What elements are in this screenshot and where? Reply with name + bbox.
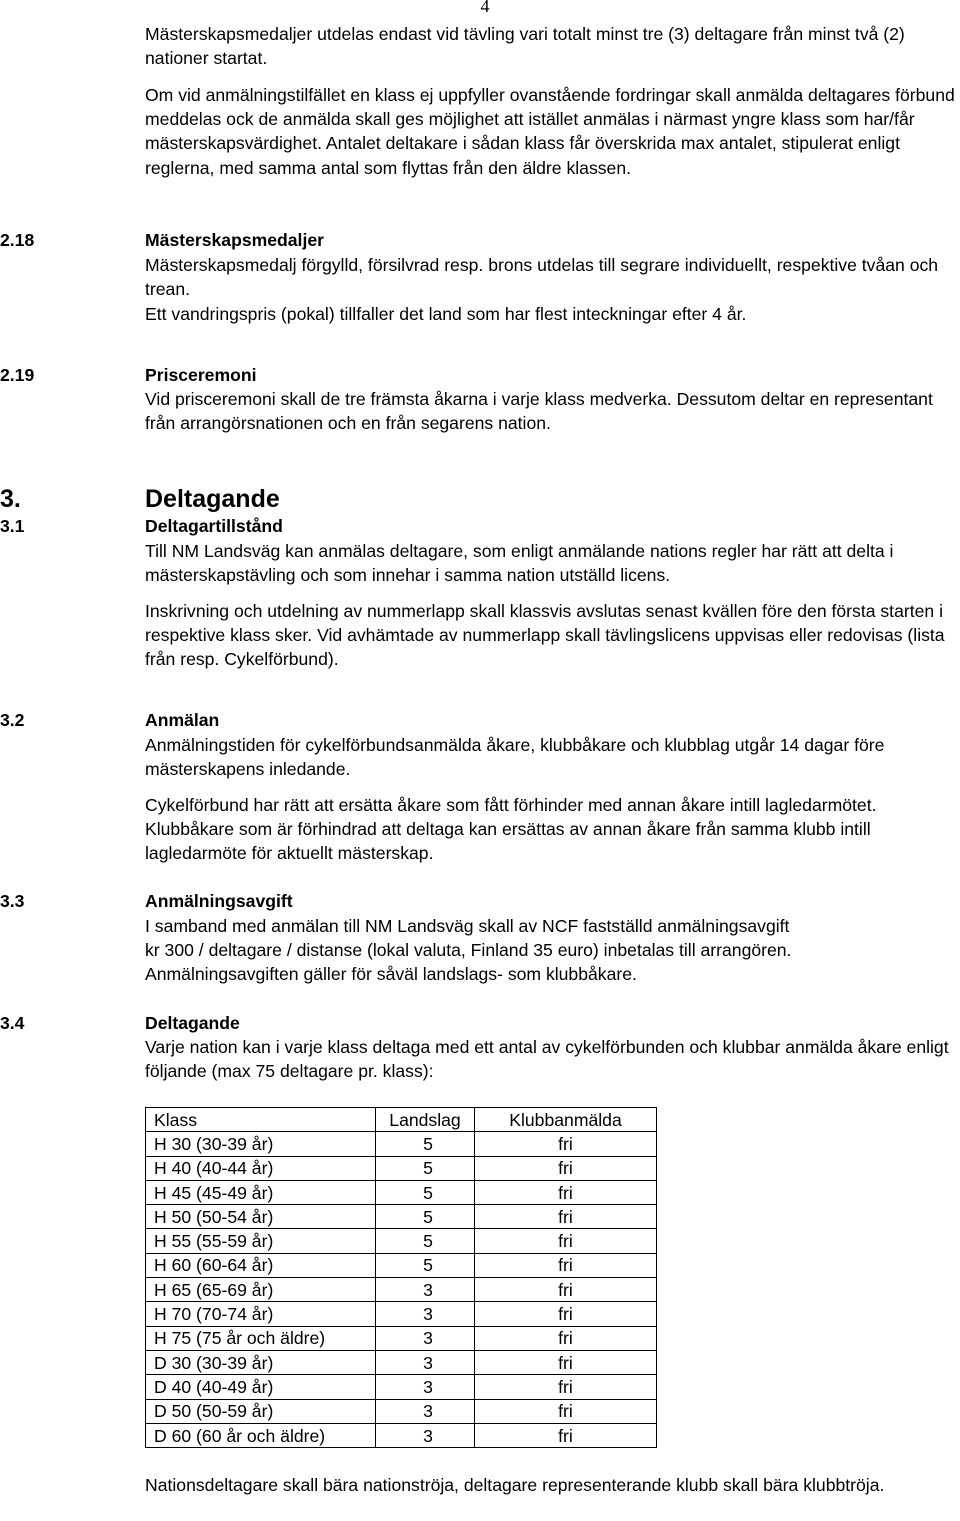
section-3-3-number: 3.3 (0, 891, 25, 911)
table-row (146, 1302, 657, 1326)
intro-paragraph-1: Mästerskapsmedaljer utdelas endast vid tävling vari totalt minst tre (3) deltagare från minst två (2) nationer startat. (145, 24, 905, 69)
section-2-19-paragraph-1: Vid prisceremoni skall de tre främsta åkarna i varje klass medverka. Dessutom deltar en representant från arrangörsnationen och en från segarens nation. (145, 389, 933, 434)
table-row (146, 1229, 657, 1253)
table-cell-class: D 30 (30-39 år) (146, 1350, 376, 1374)
table-cell-class: H 50 (50-54 år) (146, 1205, 376, 1229)
section-3-2-paragraph-1: Anmälningstiden för cykelförbundsanmälda åkare, klubbåkare och klubblag utgår 14 dagar före mästerskapens inledande. (145, 735, 885, 780)
table-cell-national-team: 5 (376, 1253, 475, 1277)
table-cell-class: H 60 (60-64 år) (146, 1253, 376, 1277)
table-row (146, 1399, 657, 1423)
table-cell-club-entries: fri (475, 1156, 657, 1180)
participant-quota-table (145, 1107, 657, 1448)
table-cell-class: H 55 (55-59 år) (146, 1229, 376, 1253)
table-cell-class: D 60 (60 år och äldre) (146, 1423, 376, 1447)
section-3-2-paragraph-2: Cykelförbund har rätt att ersätta åkare som fått förhinder med annan åkare intill lagledarmötet. Klubbåkare som är förhindrad att deltaga kan ersättas av annan åkare från samma klubb intill lagledarmöte för aktuellt mästerskap. (145, 795, 877, 864)
section-3-1-paragraph-1: Till NM Landsväg kan anmälas deltagare, som enligt anmälande nations regler har rätt att delta i mästerskapstävling och som innehar i samma nation utställd licens. (145, 541, 894, 586)
table-row (146, 1278, 657, 1302)
table-cell-national-team: 5 (376, 1229, 475, 1253)
table-cell-class: H 30 (30-39 år) (146, 1132, 376, 1156)
table-row (146, 1205, 657, 1229)
table-header-cell: Klass (146, 1108, 376, 1132)
table-cell-club-entries: fri (475, 1399, 657, 1423)
table-cell-club-entries: fri (475, 1375, 657, 1399)
table-cell-club-entries: fri (475, 1326, 657, 1350)
table-row (146, 1350, 657, 1374)
table-cell-national-team: 5 (376, 1132, 475, 1156)
table-cell-national-team: 5 (376, 1156, 475, 1180)
table-cell-club-entries: fri (475, 1180, 657, 1204)
section-2-18-paragraph-2: Ett vandringspris (pokal) tillfaller det land som har flest inteckningar efter 4 år. (145, 304, 747, 324)
table-cell-national-team: 3 (376, 1326, 475, 1350)
table-cell-national-team: 3 (376, 1375, 475, 1399)
table-cell-class: D 50 (50-59 år) (146, 1399, 376, 1423)
table-cell-club-entries: fri (475, 1132, 657, 1156)
section-3-2-number: 3.2 (0, 710, 25, 730)
section-2-19-number: 2.19 (0, 365, 35, 385)
section-2-18-paragraph-1: Mästerskapsmedalj förgylld, försilvrad resp. brons utdelas till segrare individuellt, respektive tvåan och trean. (145, 255, 939, 300)
table-cell-club-entries: fri (475, 1350, 657, 1374)
table-header-row (146, 1108, 657, 1132)
table-row (146, 1375, 657, 1399)
intro-paragraph-2: Om vid anmälningstilfället en klass ej uppfyller ovanstående fordringar skall anmälda deltagares förbund meddelas ock de anmälda skall ges möjlighet att istället anmälas i närmast yngre klass som har/får mästerskapsvärdighet. Antalet deltakare i sådan klass får överskrida max antalet, stipulerat enligt reglerna, med samma antal som flyttas från den äldre klassen. (145, 85, 955, 178)
table-cell-national-team: 5 (376, 1180, 475, 1204)
page-number: 4 (480, 0, 490, 16)
section-3-4-footer: Nationsdeltagare skall bära nationströja, deltagare representerande klubb skall bära klubbtröja. (145, 1475, 885, 1495)
table-cell-club-entries: fri (475, 1278, 657, 1302)
section-2-19-title: Prisceremoni (145, 365, 257, 385)
table-cell-national-team: 3 (376, 1399, 475, 1423)
table-row (146, 1423, 657, 1447)
table-cell-national-team: 3 (376, 1423, 475, 1447)
section-3-3-line-3: Anmälningsavgiften gäller för såväl landslags- som klubbåkare. (145, 964, 637, 984)
section-3-3-title: Anmälningsavgift (145, 891, 293, 911)
section-3-4-number: 3.4 (0, 1013, 25, 1033)
table-cell-club-entries: fri (475, 1253, 657, 1277)
table-row (146, 1156, 657, 1180)
section-3-1-paragraph-2: Inskrivning och utdelning av nummerlapp skall klassvis avslutas senast kvällen före den första starten i respektive klass sker. Vid avhämtade av nummerlapp skall tävlingslicens uppvisas eller redovisas (lista från resp. Cykelförbund). (145, 601, 945, 670)
section-3-title: Deltagande (145, 485, 280, 513)
table-cell-class: H 40 (40-44 år) (146, 1156, 376, 1180)
section-2-18-title: Mästerskapsmedaljer (145, 230, 324, 250)
table-cell-class: H 75 (75 år och äldre) (146, 1326, 376, 1350)
table-header-cell: Klubbanmälda (475, 1108, 657, 1132)
table-cell-class: H 70 (70-74 år) (146, 1302, 376, 1326)
table-row (146, 1180, 657, 1204)
table-cell-club-entries: fri (475, 1423, 657, 1447)
section-3-3-line-1: I samband med anmälan till NM Landsväg skall av NCF fastställd anmälningsavgift (145, 916, 790, 936)
section-3-4-title: Deltagande (145, 1013, 240, 1033)
table-row (146, 1132, 657, 1156)
table-cell-national-team: 3 (376, 1278, 475, 1302)
section-3-4-paragraph-1: Varje nation kan i varje klass deltaga med ett antal av cykelförbunden och klubbar anmälda åkare enligt följande (max 75 deltagare pr. klass): (145, 1037, 949, 1082)
table-cell-class: H 45 (45-49 år) (146, 1180, 376, 1204)
table-row (146, 1326, 657, 1350)
section-2-18-number: 2.18 (0, 230, 35, 250)
table-cell-class: H 65 (65-69 år) (146, 1278, 376, 1302)
table-header-cell: Landslag (376, 1108, 475, 1132)
table-cell-national-team: 3 (376, 1302, 475, 1326)
section-3-3-line-2: kr 300 / deltagare / distanse (lokal valuta, Finland 35 euro) inbetalas till arrangören. (145, 940, 792, 960)
table-cell-class: D 40 (40-49 år) (146, 1375, 376, 1399)
table-cell-club-entries: fri (475, 1302, 657, 1326)
section-3-number: 3. (0, 485, 21, 513)
table-cell-national-team: 5 (376, 1205, 475, 1229)
table-cell-national-team: 3 (376, 1350, 475, 1374)
table-row (146, 1253, 657, 1277)
section-3-2-title: Anmälan (145, 710, 220, 730)
section-3-1-title: Deltagartillstånd (145, 516, 283, 536)
table-cell-club-entries: fri (475, 1205, 657, 1229)
section-3-1-number: 3.1 (0, 516, 25, 536)
table-cell-club-entries: fri (475, 1229, 657, 1253)
